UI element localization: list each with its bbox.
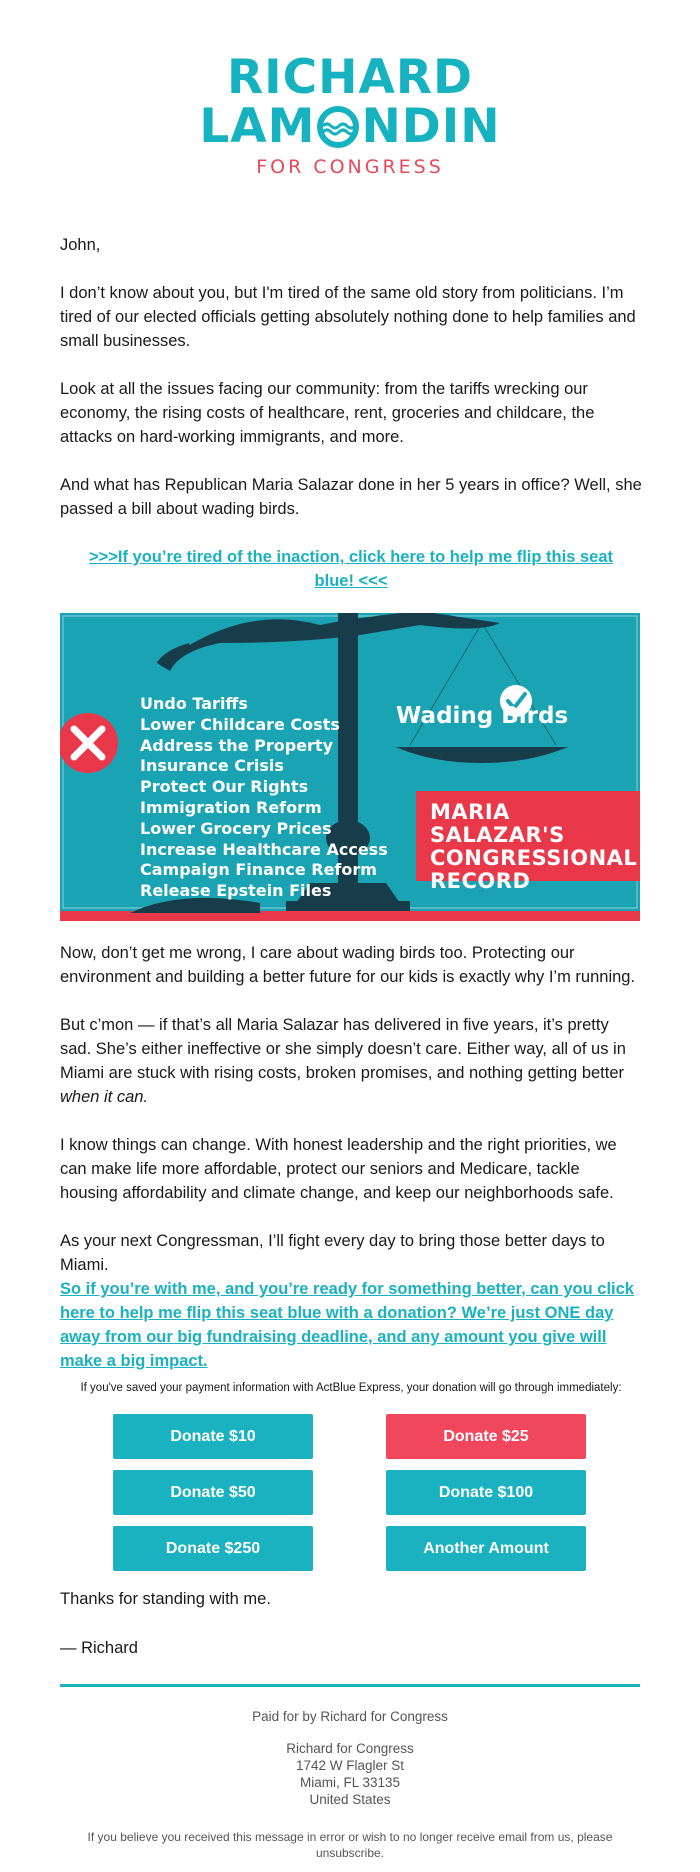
list-item: Campaign Finance Reform [140,860,377,880]
unsubscribe-notice: If you believe you received this message in error or wish to no longer receive email from us, please unsubscribe. [87,1830,613,1860]
list-item: Lower Grocery Prices [140,818,332,838]
paragraph-1: I don’t know about you, but I'm tired of the same old story from politicians. I’m tired of our elected officials getting absolutely nothing done to help families and small businesses. [60,284,636,350]
paragraph-2: Look at all the issues facing our community: from the tariffs wrecking our economy, the rising costs of healthcare, rent, groceries and childcare, the attacks on hard-working immigrants, and more. [60,380,595,446]
paragraph-5: But c’mon — if that’s all Maria Salazar has delivered in five years, it’s pretty sad. She’s either ineffective or she simply doesn’t care. Either way, all of us in Miami are stuck with rising costs, broken promises, and nothing getting better when it can. [60,1016,626,1106]
list-item: Address the Property [140,735,333,755]
broken-promises-list [140,694,388,902]
paid-for-disclaimer: Paid for by Richard for Congress [252,1709,448,1724]
list-item: Lower Childcare Costs [140,714,340,734]
paragraph-7: As your next Congressman, I’ll fight every day to bring those better days to Miami. [60,1232,605,1274]
paragraph-3: And what has Republican Maria Salazar done in her 5 years in office? Well, she passed a bill about wading birds. [60,476,642,518]
greeting: John, [60,236,101,254]
wading-birds-label: Wading Birds [396,703,569,729]
signoff: — Richard [60,1639,138,1657]
donate-other-amount-button[interactable]: Another Amount [386,1526,586,1571]
list-item: Insurance Crisis [140,756,284,776]
paragraph-4: Now, don’t get me wrong, I care about wading birds too. Protecting our environment and building a better future for our kids is exactly why I’m running. [60,944,636,986]
logo-last-name: LAM NDIN [199,99,501,154]
campaign-logo [0,0,700,178]
actblue-express-note: If you've saved your payment information with ActBlue Express, your donation will go through immediately: [80,1382,622,1394]
list-item: Undo Tariffs [140,694,248,713]
donate-250-button[interactable]: Donate $250 [113,1526,313,1571]
flip-seat-link[interactable]: >>>If you’re tired of the inaction, click here to help me flip this seat blue! <<< [88,548,613,590]
list-item: Increase Healthcare Access [140,839,388,859]
unsubscribe-link[interactable]: unsubscribe. [315,1846,385,1860]
donate-50-button[interactable]: Donate $50 [113,1470,313,1515]
list-item: Protect Our Rights [140,777,309,797]
record-label: MARIA SALAZAR'S CONGRESSIONAL RECORD [416,791,640,881]
list-item: Release Epstein Files [140,881,332,901]
donate-10-button[interactable]: Donate $10 [113,1414,313,1459]
logo-first-name: RICHARD [226,50,474,105]
wave-o-icon [317,106,359,148]
logo-subtitle: FOR CONGRESS [256,156,444,178]
salazar-record-banner [60,613,640,921]
donate-100-button[interactable]: Donate $100 [386,1470,586,1515]
donate-appeal-link[interactable]: So if you’re with me, and you’re ready for something better, can you click here to help me flip this seat blue with a donation? We’re just ONE day away from our big fundraising deadline, and any amount you give will make a big impact. [60,1280,634,1370]
footer-divider [60,1684,640,1687]
paragraph-6: I know things can change. With honest leadership and the right priorities, we can make life more affordable, protect our seniors and Medicare, tackle housing affordability and climate change, and keep our neighborhoods safe. [60,1136,617,1202]
donate-25-button[interactable]: Donate $25 [386,1414,586,1459]
thanks-line: Thanks for standing with me. [60,1590,271,1608]
list-item: Immigration Reform [140,797,322,817]
mailing-address: Richard for Congress 1742 W Flagler St Miami, FL 33135 United States [286,1741,414,1807]
